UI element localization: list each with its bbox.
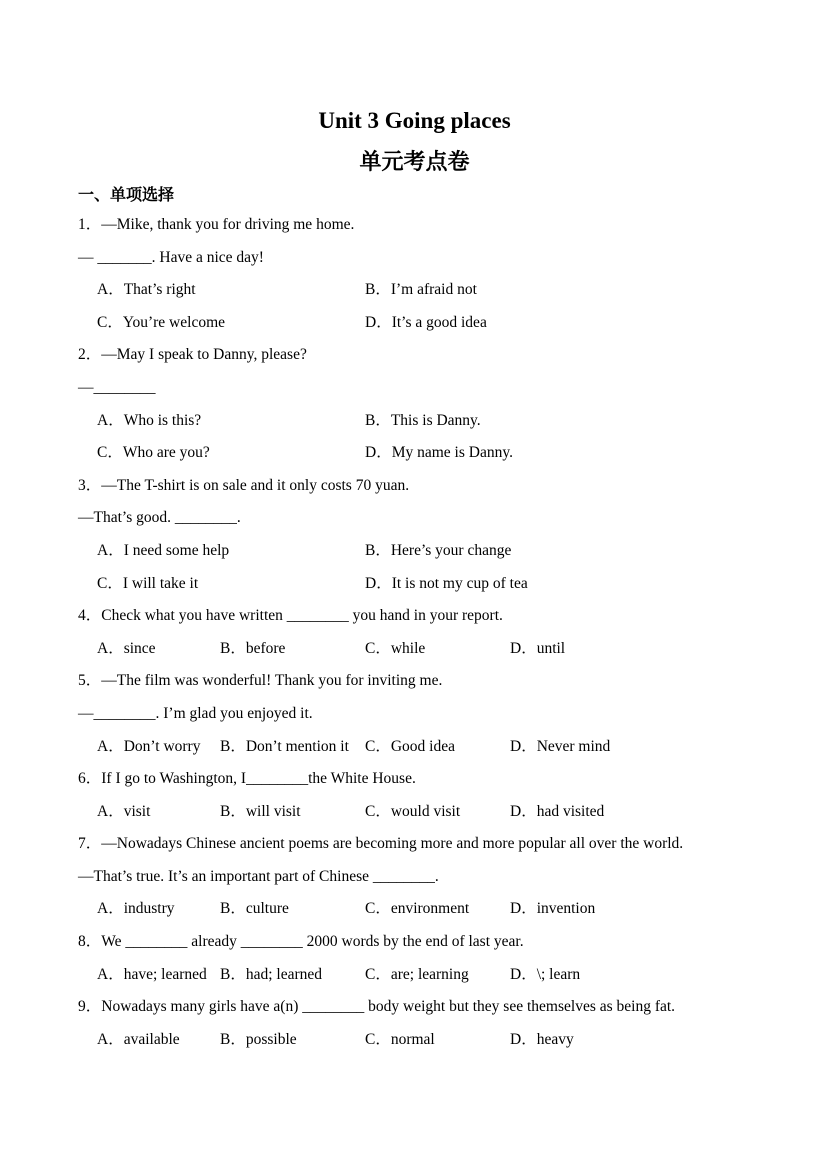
question-4-option-c: C．while <box>365 639 426 657</box>
question-5-option-c: C．Good idea <box>365 737 455 755</box>
question-7-stem-line-1: 7．—Nowadays Chinese ancient poems are becoming more and more popular all over the world. <box>78 835 684 853</box>
question-4-option-a: A．since <box>97 639 156 657</box>
question-6 <box>78 763 751 828</box>
question-8-option-d: D．\; learn <box>510 965 581 983</box>
question-6-option-a: A．visit <box>97 802 151 820</box>
question-4-options <box>97 633 751 666</box>
question-1 <box>78 209 751 339</box>
question-7 <box>78 828 751 926</box>
question-3-stem-line-2: —That’s good. ________. <box>78 509 241 527</box>
question-8-option-b: B．had; learned <box>220 965 323 983</box>
question-9-options <box>97 1024 751 1057</box>
question-1-options <box>97 274 751 339</box>
question-4-option-b: B．before <box>220 639 286 657</box>
question-6-option-c: C．would visit <box>365 802 461 820</box>
question-9-option-a: A．available <box>97 1030 180 1048</box>
question-2-option-b: B．This is Danny. <box>365 411 481 429</box>
question-3 <box>78 470 751 600</box>
question-6-stem-line-1: 6．If I go to Washington, I________the White House. <box>78 770 416 788</box>
question-5 <box>78 665 751 763</box>
question-1-option-a: A．That’s right <box>97 281 196 299</box>
question-3-stem-line-1: 3．—The T-shirt is on sale and it only costs 70 yuan. <box>78 476 410 494</box>
question-5-option-a: A．Don’t worry <box>97 737 201 755</box>
question-4 <box>78 600 751 665</box>
question-7-option-b: B．culture <box>220 900 289 918</box>
question-5-option-b: B．Don’t mention it <box>220 737 349 755</box>
question-9-option-c: C．normal <box>365 1030 435 1048</box>
question-8-option-c: C．are; learning <box>365 965 469 983</box>
question-5-stem-line-1: 5．—The film was wonderful! Thank you for inviting me. <box>78 672 443 690</box>
section-heading: 一、单项选择 <box>78 187 175 204</box>
question-4-stem-line-1: 4．Check what you have written ________ you hand in your report. <box>78 607 503 625</box>
question-8-stem-line-1: 8．We ________ already ________ 2000 words by the end of last year. <box>78 933 524 951</box>
question-1-stem-line-1: 1．—Mike, thank you for driving me home. <box>78 216 355 233</box>
question-2-option-c: C．Who are you? <box>97 444 210 462</box>
question-6-option-b: B．will visit <box>220 802 301 820</box>
question-1-stem-line-2: — _______. Have a nice day! <box>78 248 264 266</box>
question-7-options <box>97 893 751 926</box>
question-7-option-d: D．invention <box>510 900 596 918</box>
question-9-stem-line-1: 9．Nowadays many girls have a(n) ________ body weight but they see themselves as being fat. <box>78 998 676 1016</box>
question-7-stem-line-2: —That’s true. It’s an important part of Chinese ________. <box>78 867 439 885</box>
question-9-option-b: B．possible <box>220 1030 297 1048</box>
question-2 <box>78 339 751 469</box>
page-subtitle: 单元考点卷 <box>359 149 470 174</box>
question-8-option-a: A．have; learned <box>97 965 207 983</box>
question-1-option-c: C．You’re welcome <box>97 313 226 331</box>
question-5-option-d: D．Never mind <box>510 737 611 755</box>
question-8 <box>78 926 751 991</box>
question-3-option-c: C．I will take it <box>97 574 199 592</box>
question-2-option-d: D．My name is Danny. <box>365 444 513 462</box>
question-3-option-b: B．Here’s your change <box>365 541 512 559</box>
question-2-stem-line-1: 2．—May I speak to Danny, please? <box>78 346 307 364</box>
question-1-option-b: B．I’m afraid not <box>365 281 477 299</box>
question-5-options <box>97 731 751 764</box>
question-2-option-a: A．Who is this? <box>97 411 202 429</box>
question-9-option-d: D．heavy <box>510 1030 574 1048</box>
question-3-option-a: A．I need some help <box>97 541 230 559</box>
page-title: Unit 3 Going places <box>318 108 511 133</box>
question-8-options <box>97 959 751 992</box>
question-1-option-d: D．It’s a good idea <box>365 313 487 331</box>
question-2-stem-line-2: —________ <box>78 378 156 396</box>
question-7-option-a: A．industry <box>97 900 175 918</box>
question-6-option-d: D．had visited <box>510 802 605 820</box>
question-2-options <box>97 405 751 470</box>
question-7-option-c: C．environment <box>365 900 470 918</box>
question-3-options <box>97 535 751 600</box>
question-3-option-d: D．It is not my cup of tea <box>365 574 528 592</box>
question-6-options <box>97 796 751 829</box>
question-4-option-d: D．until <box>510 639 566 657</box>
question-5-stem-line-2: —________. I’m glad you enjoyed it. <box>78 704 313 722</box>
question-9 <box>78 991 751 1056</box>
